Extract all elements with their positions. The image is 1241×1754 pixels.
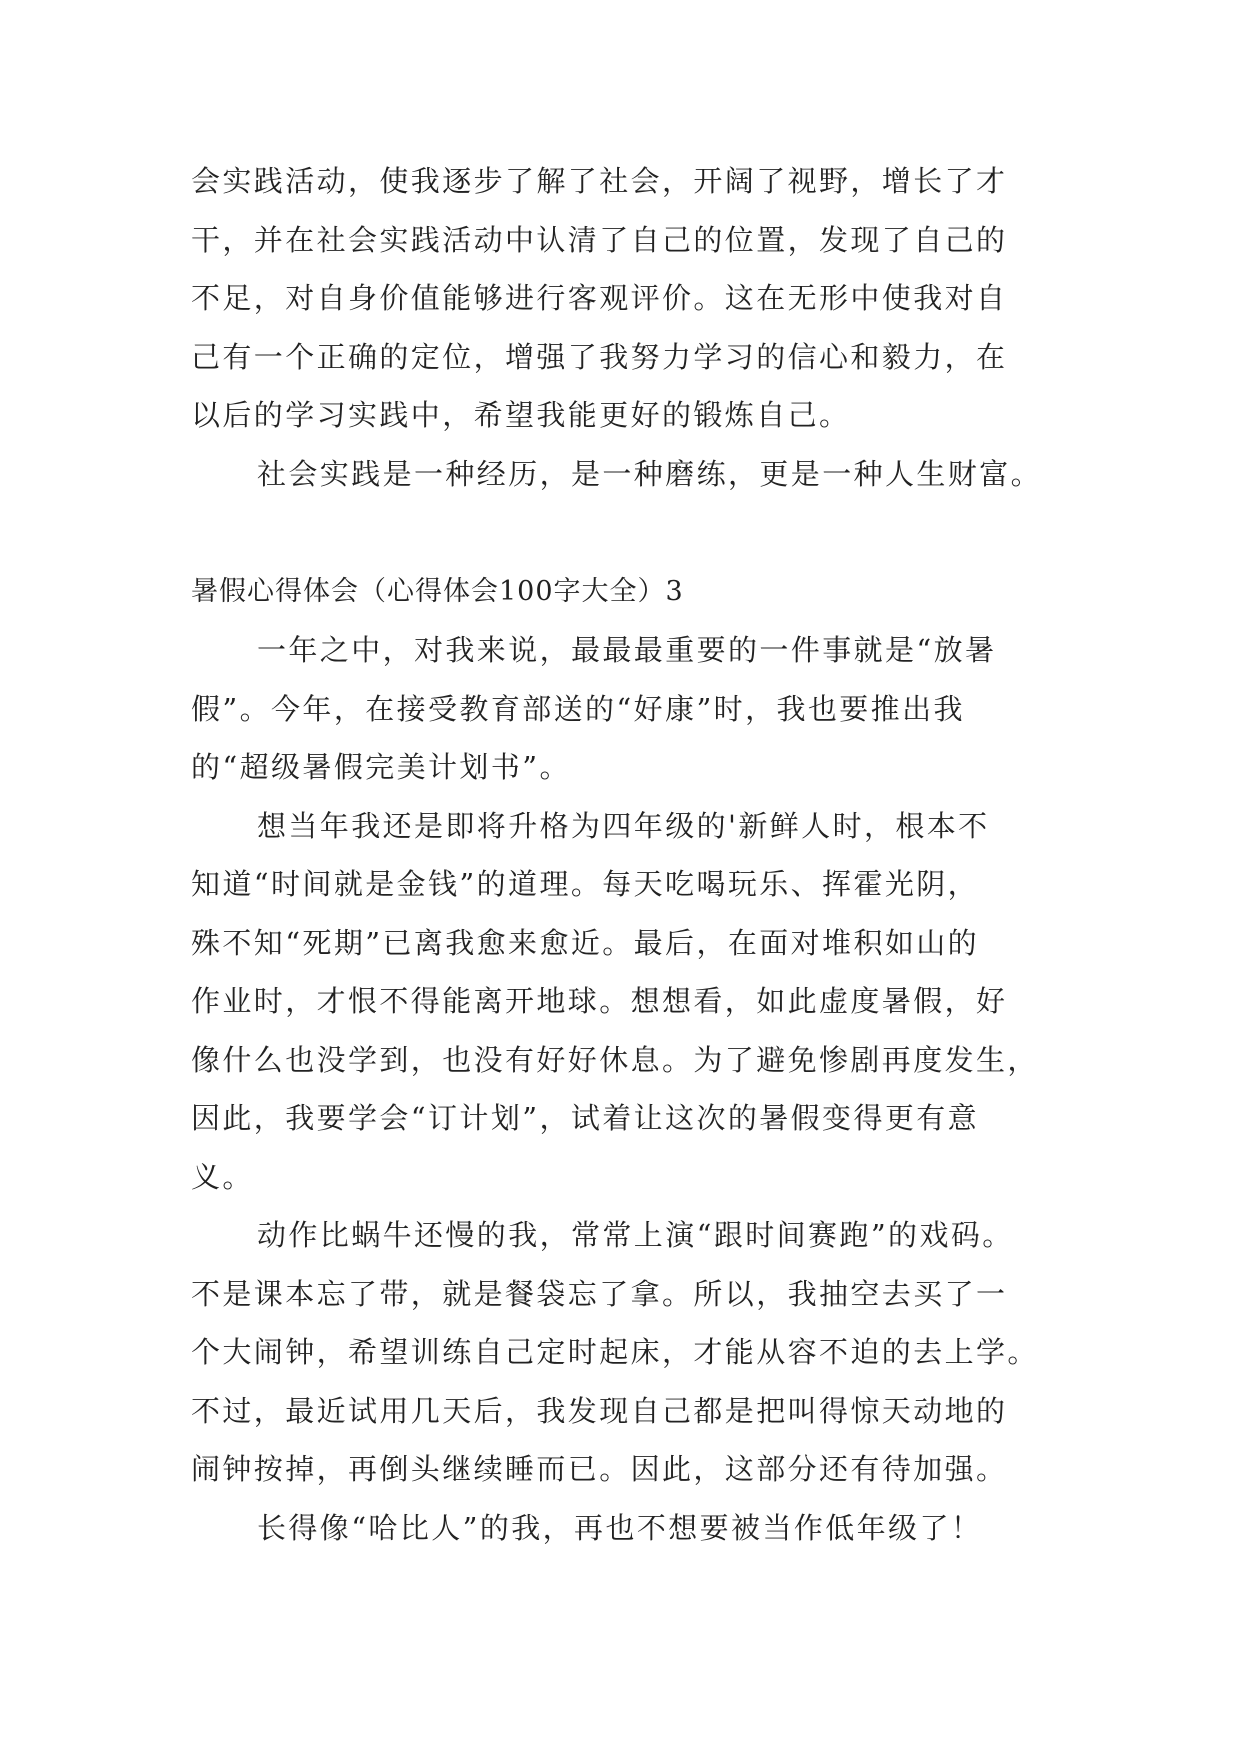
text-line: 不过，最近试用几天后，我发现自己都是把叫得惊天动地的 (191, 1393, 1008, 1428)
text-line: 不是课本忘了带，就是餐袋忘了拿。所以，我抽空去买了一 (191, 1276, 1008, 1311)
section-title: 暑假心得体会（心得体会100字大全）3 (191, 576, 684, 607)
text-line: 作业时，才恨不得能离开地球。想想看，如此虚度暑假，好 (191, 984, 1008, 1018)
text-line: 以后的学习实践中，希望我能更好的锻炼自己。 (191, 398, 851, 432)
text-line: 动作比蜗牛还慢的我，常常上演“跟时间赛跑”的戏码。 (257, 1218, 1014, 1252)
text-line: 会实践活动，使我逐步了解了社会，开阔了视野，增长了才 (191, 164, 1008, 198)
text-line: 殊不知“死期”已离我愈来愈近。最后，在面对堆积如山的 (191, 925, 980, 960)
closing-sentence: 社会实践是一种经历，是一种磨练，更是一种人生财富。 (257, 456, 1043, 491)
paragraph-2 (191, 797, 1051, 1207)
previous-section-body (191, 152, 1051, 503)
text-line: 不足，对自身价值能够进行客观评价。这在无形中使我对自 (191, 281, 1008, 315)
paragraph-3 (191, 1206, 1051, 1499)
text-line: 个大闹钟，希望训练自己定时起床，才能从容不迫的去上学。 (191, 1335, 1039, 1369)
text-line: 长得像“哈比人”的我，再也不想要被当作低年级了！ (257, 1510, 983, 1545)
text-line: 干，并在社会实践活动中认清了自己的位置，发现了自己的 (191, 222, 1008, 257)
text-line: 闹钟按掉，再倒头继续睡而已。因此，这部分还有待加强。 (191, 1452, 1008, 1486)
document-page (191, 152, 1051, 1557)
section-gap (191, 503, 1051, 563)
text-line: 一年之中，对我来说，最最最重要的一件事就是“放暑 (257, 633, 997, 667)
text-line: 己有一个正确的定位，增强了我努力学习的信心和毅力，在 (191, 339, 1008, 374)
text-line: 知道“时间就是金钱”的道理。每天吃喝玩乐、挥霍光阴， (191, 867, 980, 901)
paragraph-4 (191, 1499, 1051, 1558)
text-line: 假”。今年，在接受教育部送的“好康”时，我也要推出我 (191, 691, 965, 726)
paragraph-1 (191, 621, 1051, 797)
text-line: 的“超级暑假完美计划书”。 (191, 750, 571, 784)
text-line: 想当年我还是即将升格为四年级的'新鲜人时，根本不 (257, 808, 990, 843)
text-line: 因此，我要学会“订计划”，试着让这次的暑假变得更有意 (191, 1101, 980, 1135)
text-line: 义。 (191, 1159, 254, 1194)
text-line: 像什么也没学到，也没有好好休息。为了避免惨剧再度发生， (191, 1042, 1039, 1077)
